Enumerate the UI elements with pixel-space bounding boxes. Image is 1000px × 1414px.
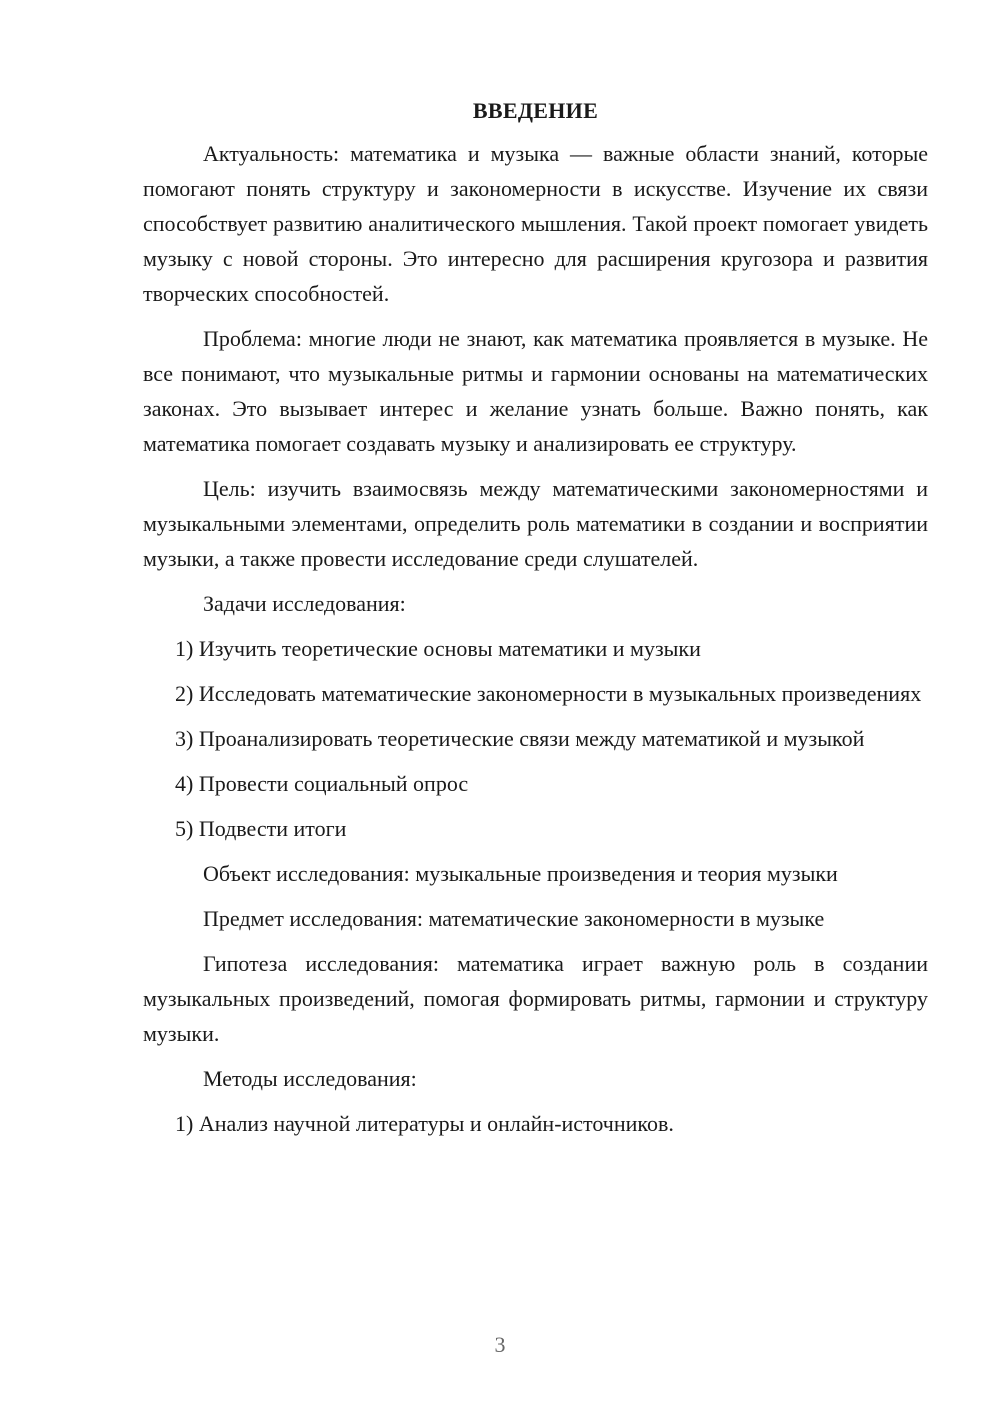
problem-paragraph: Проблема: многие люди не знают, как математика проявляется в музыке. Не все понимают, что музыкальные ритмы и гармонии основаны на математических законах. Это вызывает интерес и желание узнать больше. Важно понять, как математика помогает создавать музыку и анализировать ее структуру. — [143, 326, 928, 456]
task-item: 3) Проанализировать теоретические связи между математикой и музыкой — [175, 726, 865, 751]
method-item: 1) Анализ научной литературы и онлайн-источников. — [175, 1111, 674, 1136]
task-item: 4) Провести социальный опрос — [175, 771, 469, 796]
page-number: 3 — [494, 1332, 506, 1357]
object-line: Объект исследования: музыкальные произведения и теория музыки — [203, 861, 838, 886]
relevance-paragraph: Актуальность: математика и музыка — важные области знаний, которые помогают понять структуру и закономерности в искусстве. Изучение их связи способствует развитию аналитического мышления. Такой проект помогает увидеть музыку с новой стороны. Это интересно для расширения кругозора и развития творческих способностей. — [143, 141, 928, 306]
task-item: 2) Исследовать математические закономерности в музыкальных произведениях — [175, 681, 922, 706]
subject-line: Предмет исследования: математические закономерности в музыке — [203, 906, 825, 931]
goal-paragraph: Цель: изучить взаимосвязь между математическими закономерностями и музыкальными элементами, определить роль математики в создании и восприятии музыки, а также провести исследование среди слушателей. — [143, 476, 928, 571]
document-page — [143, 94, 928, 1151]
tasks-heading: Задачи исследования: — [203, 591, 406, 616]
task-item: 1) Изучить теоретические основы математики и музыки — [175, 636, 701, 661]
section-heading: ВВЕДЕНИЕ — [472, 98, 599, 123]
task-item: 5) Подвести итоги — [175, 816, 347, 841]
hypothesis-paragraph: Гипотеза исследования: математика играет важную роль в создании музыкальных произведений, помогая формировать ритмы, гармонии и структуру музыки. — [143, 951, 928, 1046]
methods-heading: Методы исследования: — [203, 1066, 417, 1091]
